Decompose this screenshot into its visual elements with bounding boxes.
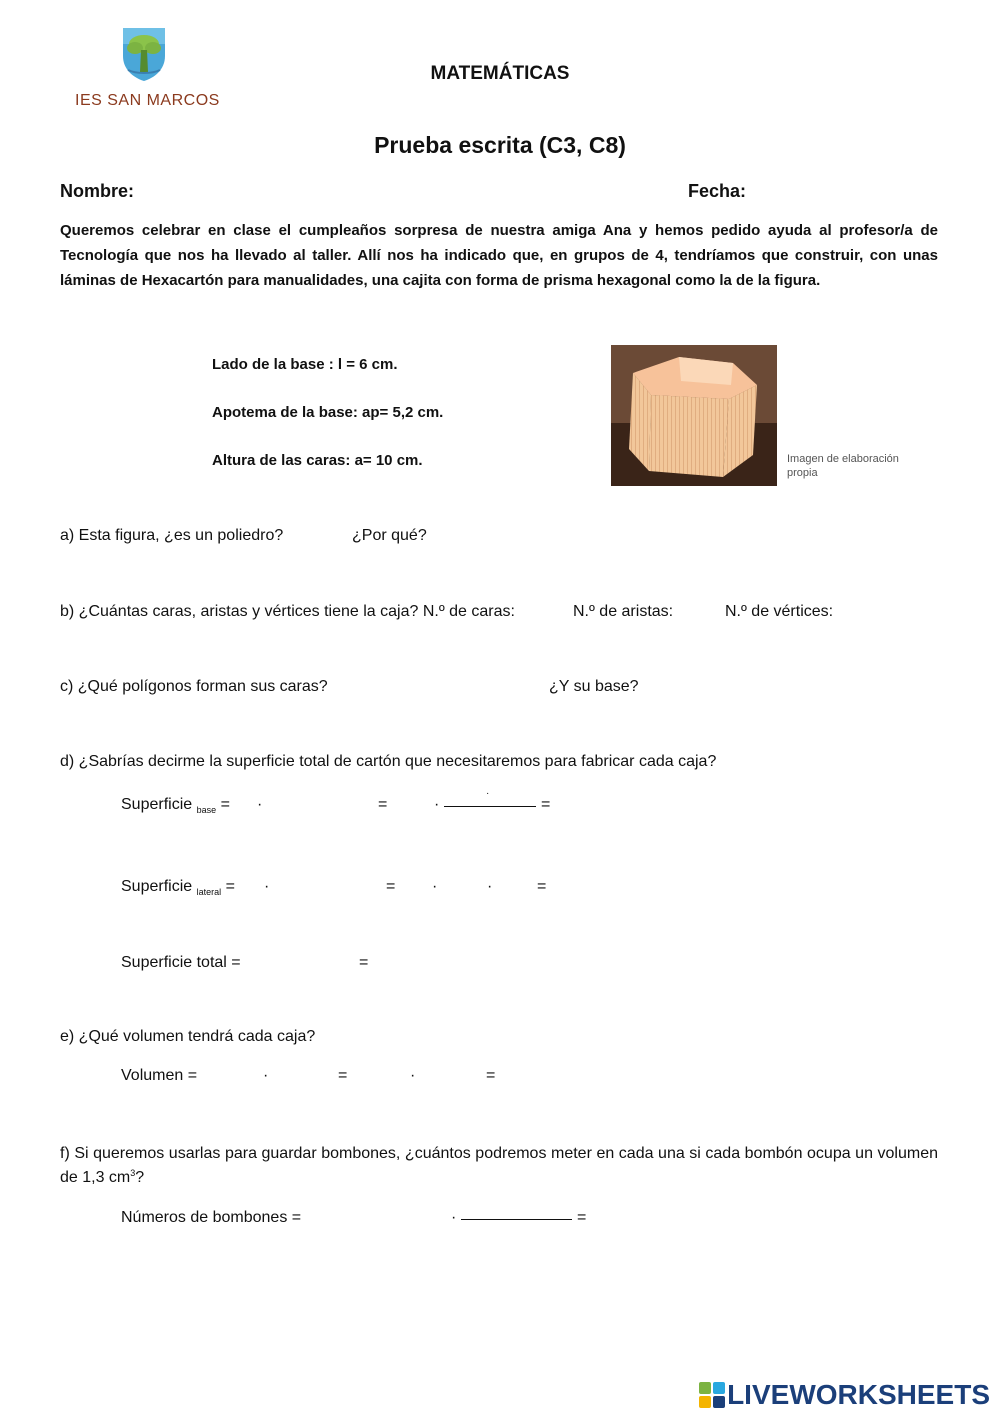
liveworksheets-icon	[699, 1382, 725, 1408]
multiply-dot: ·	[487, 878, 493, 895]
question-b-edges: N.º de aristas:	[573, 603, 674, 620]
equals-sign: =	[359, 954, 369, 971]
equals-sign: =	[537, 878, 547, 895]
equals-sign: =	[225, 878, 235, 895]
surface-total-label: Superficie total =	[121, 954, 241, 971]
surface-base-sub: base	[196, 805, 217, 815]
question-f-text: f) Si queremos usarlas para guardar bombones, ¿cuántos podremos meter en cada una si cada bombón ocupa un volumen de 1,3 cm	[60, 1145, 938, 1186]
bonbon-count-label: Números de bombones =	[121, 1209, 302, 1226]
surface-lateral-sub: lateral	[196, 887, 222, 897]
surface-base-label: Superficie	[121, 796, 193, 813]
equals-sign: =	[338, 1067, 348, 1084]
question-f-end: ?	[135, 1169, 145, 1186]
multiply-dot: ·	[451, 1209, 457, 1226]
hexagonal-box-photo	[611, 345, 777, 486]
figure-apothem: Apotema de la base: ap= 5,2 cm.	[212, 404, 444, 421]
multiply-dot: ·	[434, 796, 440, 813]
fraction-numerator-dot: ·	[486, 788, 490, 799]
surface-base-formula	[121, 796, 230, 814]
liveworksheets-wordmark: LIVEWORKSHEETS	[727, 1379, 990, 1410]
equals-sign: =	[486, 1067, 496, 1084]
question-d: d) ¿Sabrías decirme la superficie total de cartón que necesitaremos para fabricar cada caja?	[60, 753, 717, 770]
question-b-vertices: N.º de vértices:	[725, 603, 834, 620]
multiply-dot: ·	[257, 796, 263, 813]
surface-lateral-formula	[121, 878, 235, 896]
intro-paragraph: Queremos celebrar en clase el cumpleaños sorpresa de nuestra amiga Ana y hemos pedido ayuda al profesor/a de Tecnología que nos ha llevado al taller. Allí nos ha indicado que, en grupos de 4, tendríamos que construir, con unas láminas de Hexacartón para manualidades, una cajita con forma de prisma hexagonal como la de la figura.	[60, 222, 938, 289]
equals-sign: =	[577, 1209, 587, 1226]
name-label: Nombre:	[60, 181, 135, 201]
question-a: a) Esta figura, ¿es un poliedro?	[60, 527, 284, 544]
date-label: Fecha:	[688, 181, 747, 201]
test-title: Prueba escrita (C3, C8)	[374, 132, 626, 158]
multiply-dot: ·	[432, 878, 438, 895]
equals-sign: =	[386, 878, 396, 895]
equals-sign: =	[220, 796, 230, 813]
question-c: c) ¿Qué polígonos forman sus caras?	[60, 678, 328, 695]
subject-title: MATEMÁTICAS	[430, 63, 570, 84]
multiply-dot: ·	[410, 1067, 416, 1084]
equals-sign: =	[378, 796, 388, 813]
question-e: e) ¿Qué volumen tendrá cada caja?	[60, 1028, 316, 1045]
fraction-line	[444, 806, 536, 807]
surface-lateral-label: Superficie	[121, 878, 193, 895]
multiply-dot: ·	[264, 878, 270, 895]
liveworksheets-logo	[699, 1378, 990, 1412]
question-a-why: ¿Por qué?	[352, 527, 427, 544]
question-f	[60, 1142, 938, 1191]
figure-height: Altura de las caras: a= 10 cm.	[212, 452, 423, 469]
equals-sign: =	[541, 796, 551, 813]
question-f-superscript: 3	[130, 1168, 136, 1178]
school-name: IES SAN MARCOS	[75, 92, 220, 109]
volume-label: Volumen =	[121, 1067, 198, 1084]
photo-caption: Imagen de elaboración propia	[787, 453, 899, 479]
multiply-dot: ·	[263, 1067, 269, 1084]
question-b: b) ¿Cuántas caras, aristas y vértices tiene la caja? N.º de caras:	[60, 603, 515, 620]
figure-side: Lado de la base : l = 6 cm.	[212, 356, 398, 373]
question-c-base: ¿Y su base?	[549, 678, 639, 695]
fraction-line	[461, 1219, 572, 1220]
